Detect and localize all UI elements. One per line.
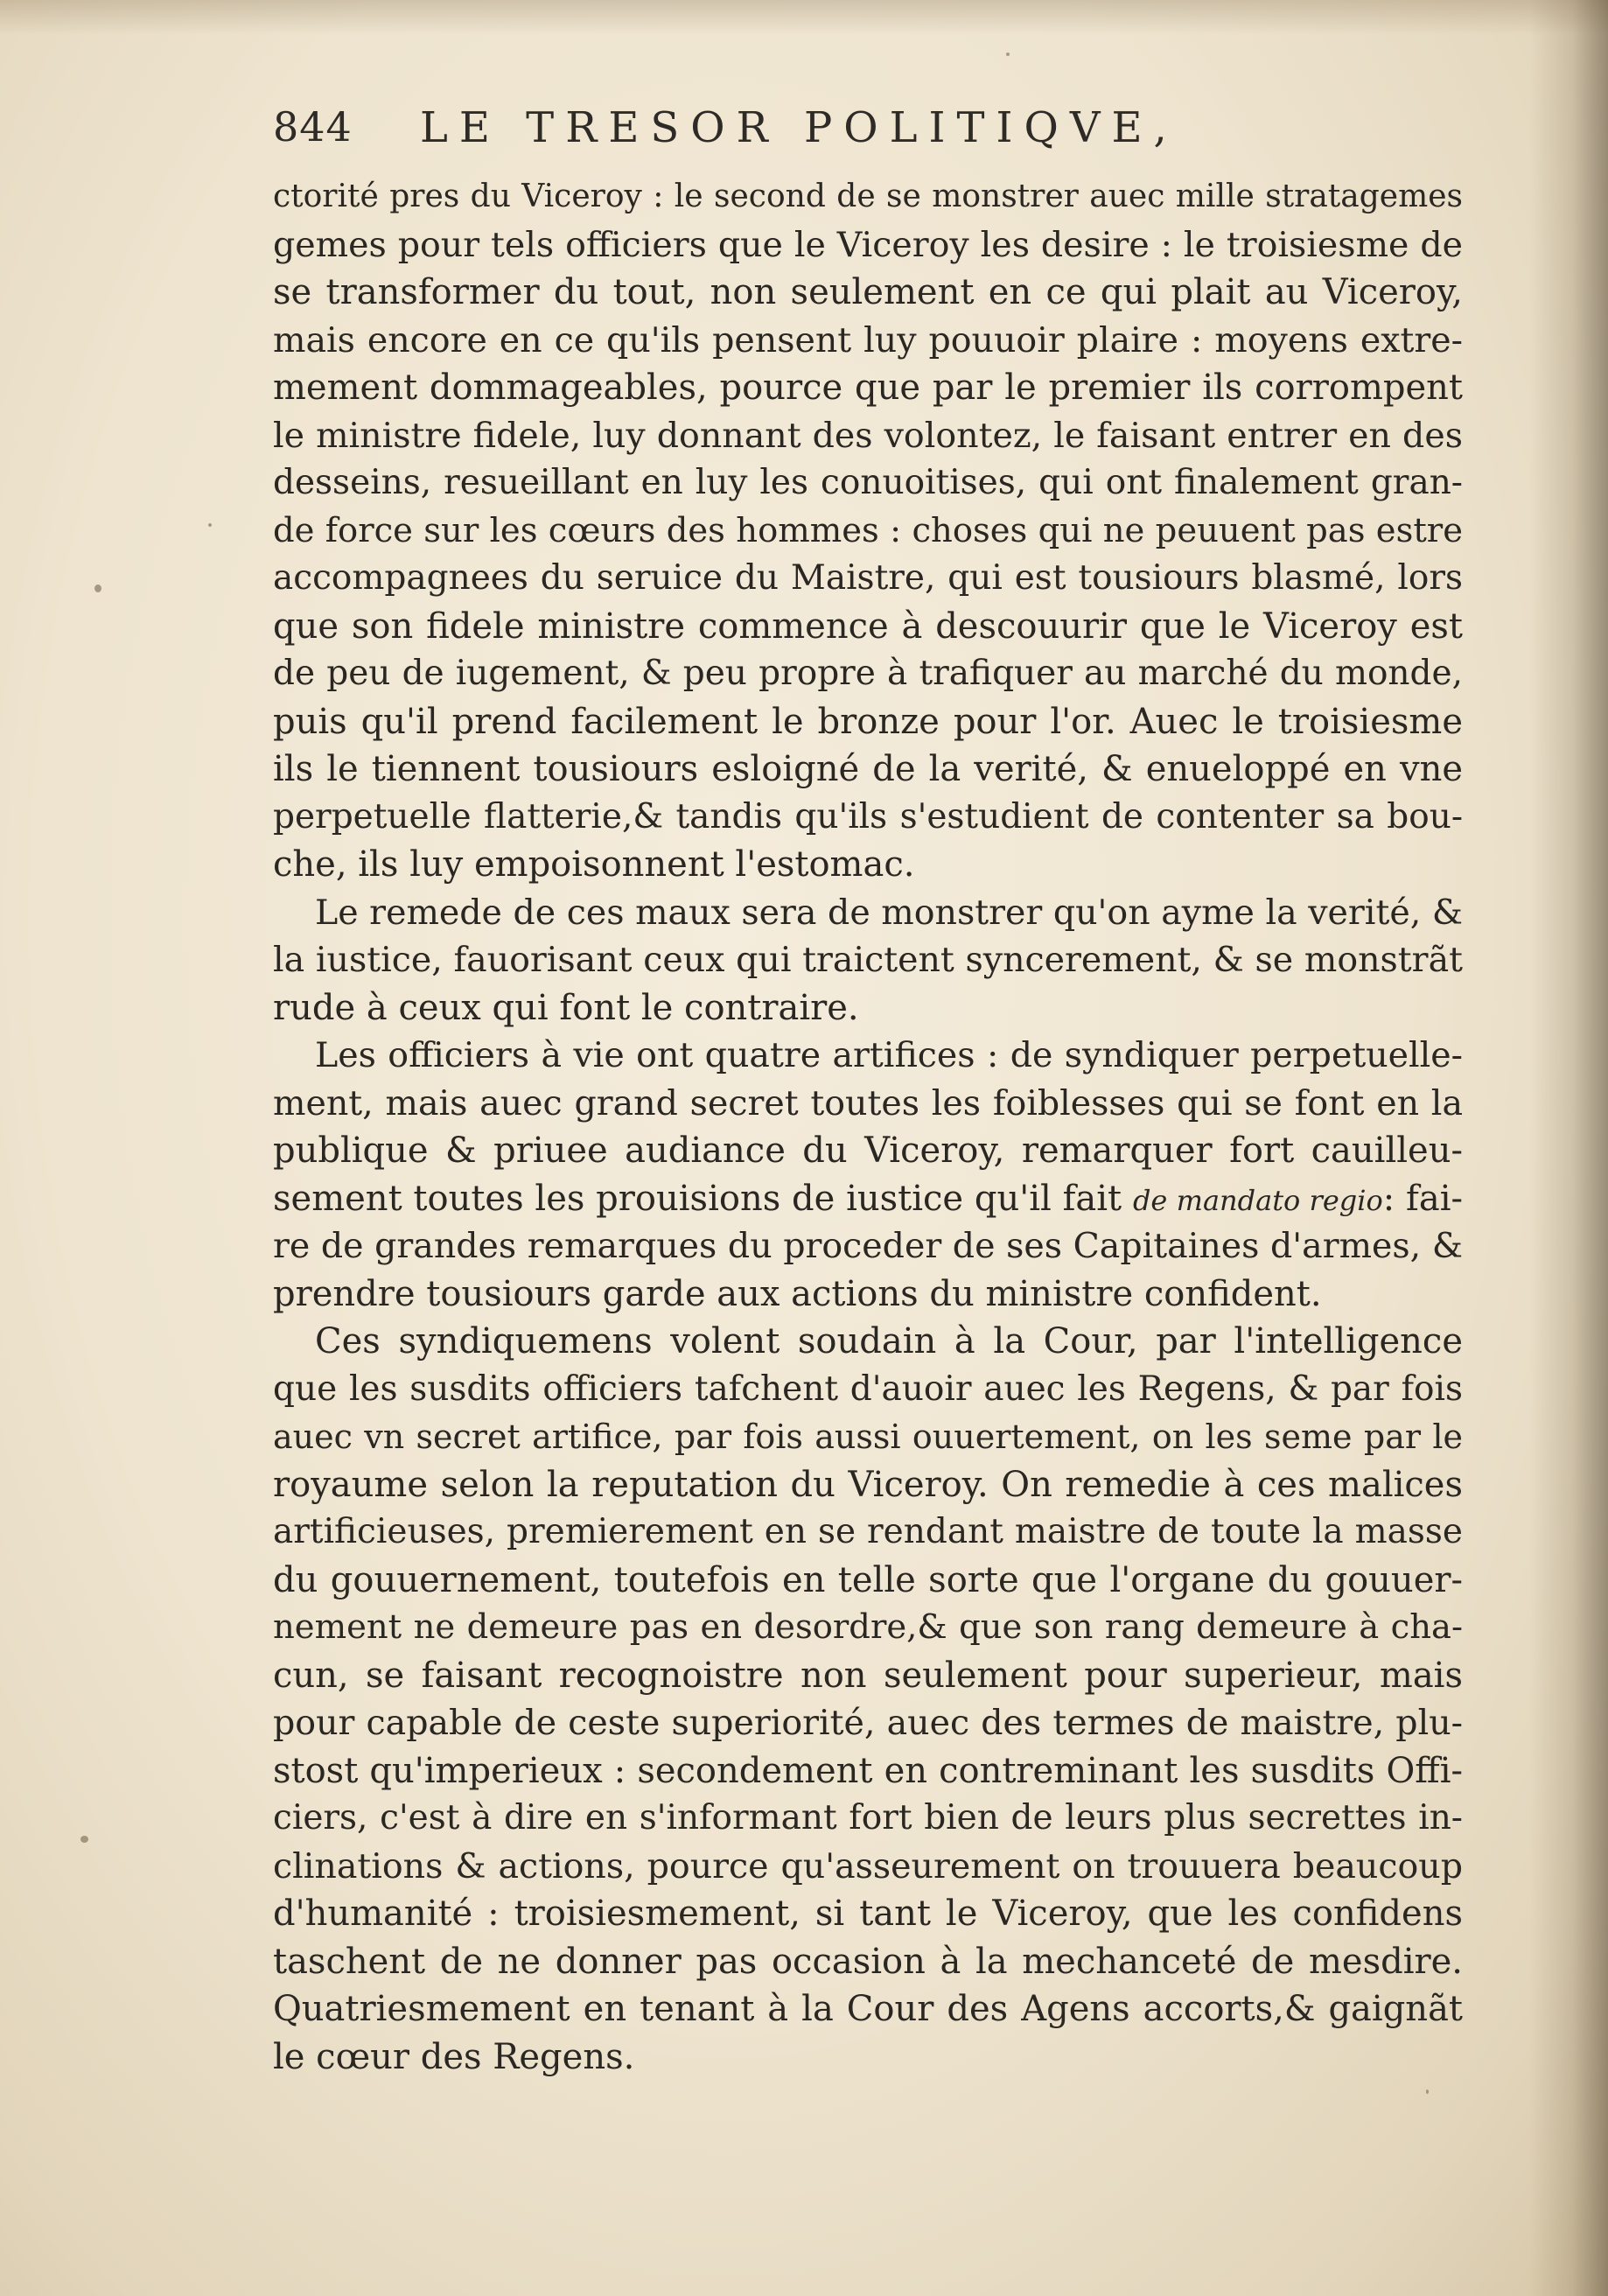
paper-speck bbox=[1006, 52, 1010, 56]
text-line-content: le cœur des Regens. bbox=[273, 2036, 635, 2077]
text-line bbox=[273, 1080, 1463, 1128]
text-line-content: rude à ceux qui font le contraire. bbox=[273, 987, 859, 1028]
text-line bbox=[273, 1652, 1463, 1700]
text-line-content: la iustice, fauorisant ceux qui traictent syncerement, & se monstrãt bbox=[273, 940, 1463, 980]
text-line bbox=[273, 555, 1463, 603]
text-line bbox=[273, 221, 1463, 270]
text-line-content: mais encore en ce qu'ils pensent luy pouuoir plaire : moyens extre- bbox=[273, 319, 1463, 360]
text-line bbox=[273, 794, 1463, 842]
text-line bbox=[273, 1413, 1463, 1461]
text-line bbox=[273, 1127, 1463, 1175]
text-line-content: que les susdits officiers tafchent d'auoir auec les Regens, & par fois bbox=[273, 1368, 1463, 1409]
text-line-content: Les officiers à vie ont quatre artifices : de syndiquer perpetuelle- bbox=[315, 1035, 1463, 1075]
text-line bbox=[273, 1175, 1463, 1223]
text-line-content: de force sur les cœurs des hommes : choses qui ne peuuent pas estre bbox=[273, 510, 1463, 550]
text-line bbox=[273, 1985, 1463, 2034]
text-line-content: prendre tousiours garde aux actions du ministre confident. bbox=[273, 1273, 1322, 1314]
text-line bbox=[273, 364, 1463, 412]
running-head: LE TRESOR POLITIQVE, bbox=[420, 103, 1178, 152]
text-line-content: auec vn secret artifice, par fois aussi ouuertement, on les seme par le bbox=[273, 1418, 1463, 1456]
text-line-content: puis qu'il prend facilement le bronze pour l'or. Auec le troisiesme bbox=[273, 701, 1463, 742]
text-line bbox=[273, 650, 1463, 698]
text-line bbox=[273, 1270, 1463, 1319]
text-line bbox=[273, 984, 1463, 1032]
text-line-content: mement dommageables, pource que par le premier ils corrompent bbox=[273, 368, 1463, 408]
text-line bbox=[273, 1222, 1463, 1270]
page-number: 844 bbox=[273, 103, 353, 150]
text-line-tail: : fai- bbox=[1382, 1178, 1464, 1219]
text-line bbox=[273, 1508, 1463, 1557]
paper-speck bbox=[94, 584, 101, 592]
text-line-content: perpetuelle flatterie,& tandis qu'ils s'estudient de contenter sa bou- bbox=[273, 796, 1463, 836]
text-line bbox=[273, 173, 1463, 221]
text-line-content: stost qu'imperieux : secondement en contreminant les susdits Offi- bbox=[273, 1750, 1463, 1791]
text-line-content: ciers, c'est à dire en s'informant fort bien de leurs plus secrettes in- bbox=[273, 1798, 1463, 1838]
text-line bbox=[273, 1699, 1463, 1747]
text-line bbox=[273, 746, 1463, 794]
text-line bbox=[273, 1461, 1463, 1509]
paper-speck bbox=[80, 1836, 88, 1843]
text-line-content: pour capable de ceste superiorité, auec des termes de maistre, plu- bbox=[273, 1703, 1463, 1743]
text-line-content: Le remede de ces maux sera de monstrer qu'on ayme la verité, & bbox=[315, 892, 1463, 933]
body-text bbox=[273, 173, 1463, 2081]
text-line bbox=[273, 2034, 1463, 2082]
text-line-content: se transformer du tout, non seulement en ce qui plait au Viceroy, bbox=[273, 272, 1463, 312]
text-line bbox=[273, 317, 1463, 365]
text-line-content: re de grandes remarques du proceder de ses Capitaines d'armes, & bbox=[273, 1226, 1463, 1266]
text-line bbox=[273, 412, 1463, 460]
text-line-content: accompagnees du seruice du Maistre, qui est tousiours blasmé, lors bbox=[273, 558, 1463, 598]
text-line-content: du gouuernement, toutefois en telle sorte que l'organe du gouuer- bbox=[273, 1559, 1463, 1600]
text-line bbox=[273, 841, 1463, 889]
text-line-content: ils le tiennent tousiours esloigné de la verité, & enueloppé en vne bbox=[273, 749, 1463, 789]
page-top-shadow bbox=[0, 0, 1608, 35]
text-line bbox=[273, 459, 1463, 508]
text-line-content: artificieuses, premierement en se rendant maistre de toute la masse bbox=[273, 1512, 1463, 1551]
paper-speck bbox=[1426, 2090, 1429, 2094]
text-line-content: sement toutes les prouisions de iustice qu'il fait bbox=[273, 1178, 1122, 1219]
page-header bbox=[273, 103, 1463, 164]
text-line bbox=[273, 1890, 1463, 1938]
text-line bbox=[273, 1318, 1463, 1366]
text-line-content: d'humanité : troisiesmement, si tant le Viceroy, que les confidens bbox=[273, 1894, 1463, 1934]
text-line-content: de peu de iugement, & peu propre à trafiquer au marché du monde, bbox=[273, 654, 1463, 693]
text-line bbox=[273, 269, 1463, 317]
text-line bbox=[273, 698, 1463, 746]
text-line-content: le ministre fidele, luy donnant des volontez, le faisant entrer en des bbox=[273, 415, 1463, 456]
text-line bbox=[273, 889, 1463, 937]
paper-speck bbox=[208, 523, 212, 527]
text-line-content: desseins, resueillant en luy les conuoitises, qui ont finalement gran- bbox=[273, 463, 1463, 502]
text-line-content: publique & priuee audiance du Viceroy, remarquer fort cauilleu- bbox=[273, 1130, 1463, 1171]
text-line-content: Quatriesmement en tenant à la Cour des Agens accorts,& gaignãt bbox=[273, 1989, 1463, 2029]
text-line-content: Ces syndiquemens volent soudain à la Cour, par l'intelligence bbox=[315, 1321, 1463, 1362]
text-line bbox=[273, 1843, 1463, 1891]
text-line-content: que son fidele ministre commence à descouurir que le Viceroy est bbox=[273, 606, 1463, 647]
italic-latin-phrase: de mandato regio bbox=[1132, 1183, 1383, 1217]
text-line-content: ment, mais auec grand secret toutes les foiblesses qui se font en la bbox=[273, 1082, 1463, 1124]
text-line bbox=[273, 603, 1463, 651]
text-line bbox=[273, 936, 1463, 984]
text-line-content: taschent de ne donner pas occasion à la mechanceté de mesdire. bbox=[273, 1941, 1463, 1982]
text-line-content: che, ils luy empoisonnent l'estomac. bbox=[273, 844, 915, 885]
text-line bbox=[273, 1557, 1463, 1605]
text-line-content: gemes pour tels officiers que le Viceroy les desire : le troisiesme de bbox=[273, 224, 1463, 265]
text-line-content: nement ne demeure pas en desordre,& que son rang demeure à cha- bbox=[273, 1607, 1463, 1647]
text-line bbox=[273, 1366, 1463, 1414]
text-line bbox=[273, 1938, 1463, 1986]
page-gutter-shadow bbox=[1529, 0, 1608, 2296]
text-line bbox=[273, 508, 1463, 556]
text-line bbox=[273, 1795, 1463, 1843]
text-line-content: clinations & actions, pource qu'asseurement on trouuera beaucoup bbox=[273, 1845, 1463, 1886]
text-line-content: ctorité pres du Viceroy : le second de se monstrer auec mille stratagemes bbox=[273, 178, 1463, 214]
text-line bbox=[273, 1604, 1463, 1652]
text-line bbox=[273, 1032, 1463, 1080]
text-line-content: royaume selon la reputation du Viceroy. On remedie à ces malices bbox=[273, 1464, 1463, 1505]
text-line bbox=[273, 1747, 1463, 1796]
text-line-content: cun, se faisant recognoistre non seulement pour superieur, mais bbox=[273, 1655, 1463, 1696]
